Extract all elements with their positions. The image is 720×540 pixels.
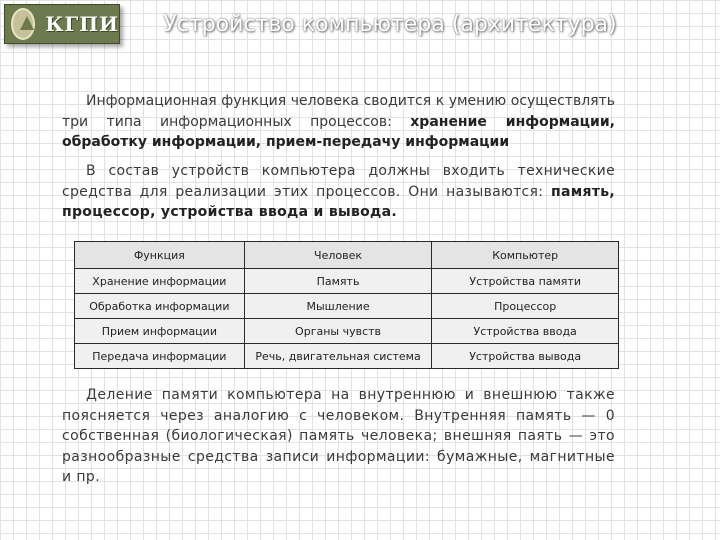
table-cell: Устройства памяти [432,269,619,294]
table-cell: Устройства вывода [432,344,619,369]
table-header-row [75,242,619,269]
table-cell: Обработка информации [75,294,245,319]
slide-title: Устройство компьютера (архитектура) [163,12,617,37]
comparison-table [74,241,619,369]
table-cell: Память [244,269,432,294]
paragraph-3: Деление памяти компьютера на внутреннюю и внешнюю также поясняется через аналогию с человеком. Внутренняя память — 0 собственная (биологическая) память человека; внешняя паять — это разнообразные средства записи информации: бумажные, магнитные и пр. [62,387,615,485]
table-row [75,269,619,294]
paragraph-2 [62,161,615,223]
table-cell: Хранение информации [75,269,245,294]
logo-text: КГПИ [45,12,119,36]
paragraph-1-text: Информационная функция человека сводится к умению осуществлять три типа информационных процессов: [62,93,615,130]
paragraph-2-text: В состав устройств компьютера должны входить технические средства для реализации этих процессов. Они называются: [62,163,615,200]
table-cell: Речь, двигательная система [244,344,432,369]
table-row [75,294,619,319]
table-row [75,319,619,344]
paragraph-2-bold: память, процессор, устройства ввода и вывода. [62,183,615,220]
emblem-icon [11,8,35,40]
table-row [75,344,619,369]
logo [4,4,120,44]
header-computer: Компьютер [432,242,619,269]
table-cell: Устройства ввода [432,319,619,344]
paragraph-1 [62,91,615,153]
table-cell: Прием информации [75,319,245,344]
paragraph-1-bold: хранение информации, обработку информации, прием-передачу информации [62,113,615,150]
header-function: Функция [75,242,245,269]
table-cell: Мышление [244,294,432,319]
table-cell: Передача информации [75,344,245,369]
table-cell: Процессор [432,294,619,319]
header-human: Человек [244,242,432,269]
table-cell: Органы чувств [244,319,432,344]
